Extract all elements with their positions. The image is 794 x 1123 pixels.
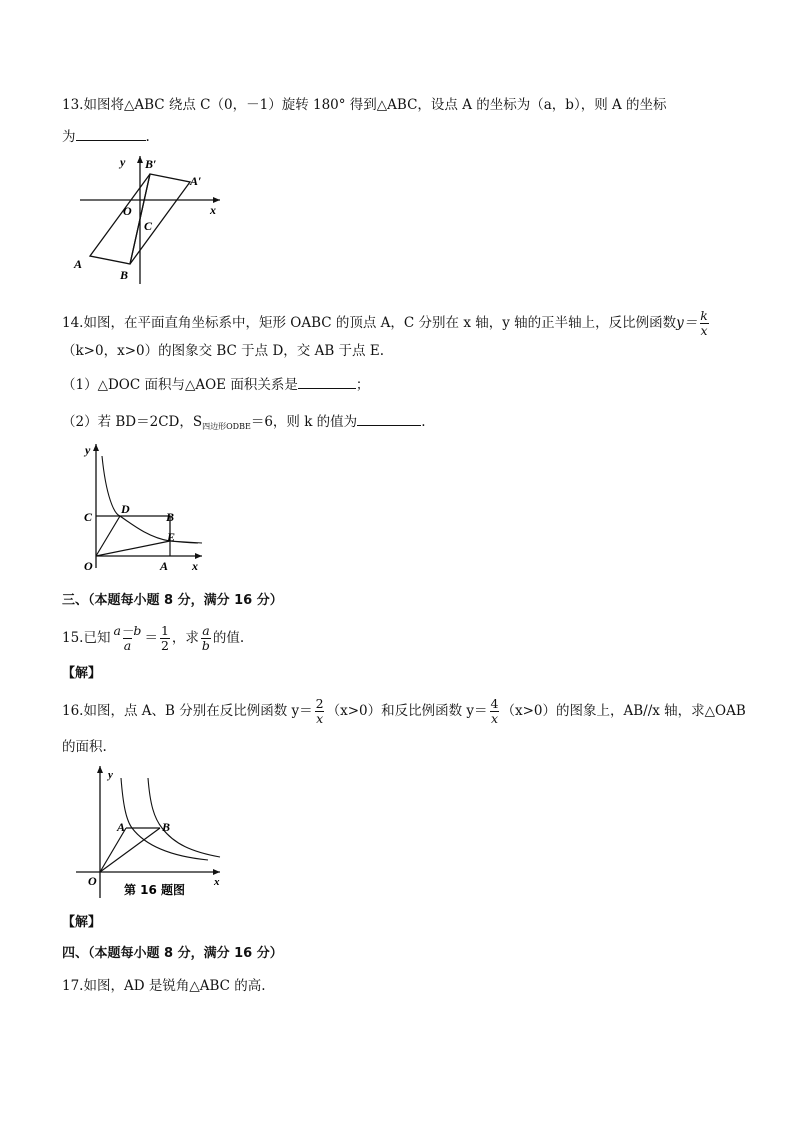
q14-label-e: E — [167, 530, 176, 544]
q16-f1-num: 2 — [315, 696, 324, 711]
q14-part2-sub: 四边形ODBE — [202, 422, 251, 431]
q16-f2-den: x — [490, 711, 499, 726]
q14-part2-mid: ＝6，则 k 的值为 — [250, 414, 358, 430]
q15-frac2-num: 1 — [160, 623, 169, 638]
q14-part2 — [62, 411, 425, 436]
q13-label-c: C — [144, 219, 153, 233]
q16-f2-num: 4 — [490, 696, 499, 711]
q14-func-fraction — [699, 309, 709, 338]
q13-label-x: x — [210, 203, 216, 217]
section3-title: 三、（本题每小题 8 分，满分 16 分） — [62, 593, 283, 608]
q14-label-y: y — [85, 443, 91, 457]
q16-line2: 的面积. — [62, 739, 107, 755]
q14-part1-end: ； — [355, 377, 370, 393]
q15-suffix: 的值. — [212, 630, 245, 646]
q15-frac1-den: a — [123, 638, 132, 653]
q15-prefix: 15.已知 — [62, 630, 111, 646]
q13-line2-suffix: . — [145, 129, 150, 145]
q13-line2-prefix: 为 — [62, 129, 76, 145]
q15-frac1-num: a－b — [113, 623, 142, 638]
q13-line2 — [62, 126, 150, 146]
q14-line1-text: 14.如图，在平面直角坐标系中，矩形 OABC 的顶点 A，C 分别在 x 轴，y 轴的正半轴上，反比例函数 — [62, 315, 677, 331]
q16-prefix: 16.如图，点 A、B 分别在反比例函数 y＝ — [62, 703, 313, 719]
section4-title: 四、（本题每小题 8 分，满分 16 分） — [62, 946, 283, 961]
q16-label-x: x — [214, 876, 220, 888]
q14-line2: （k>0，x>0）的图象交 BC 于点 D，交 AB 于点 E. — [62, 343, 384, 359]
q16-label-o: O — [88, 874, 97, 888]
q16-label-b: B — [162, 820, 171, 834]
q13-label-b: B — [120, 268, 129, 282]
q14-label-a: A — [160, 559, 169, 573]
q14-label-b: B — [166, 510, 175, 524]
q14-label-o: O — [84, 559, 93, 573]
q14-label-x: x — [192, 559, 198, 573]
q13-answer-blank[interactable] — [76, 126, 146, 141]
q15-frac3-den: b — [201, 638, 210, 653]
q16-figure — [68, 764, 228, 902]
q15-mid: ，求 — [171, 630, 199, 646]
q16-f1-den: x — [316, 711, 324, 726]
q13-label-a: A — [74, 257, 83, 271]
q16-caption: 第 16 题图 — [124, 883, 186, 897]
q14-func-y: y＝ — [676, 315, 698, 331]
q15-frac3 — [201, 624, 211, 653]
q15-solution-label: 【解】 — [62, 666, 102, 681]
q14-label-d: D — [121, 502, 130, 516]
q15-eq: ＝ — [144, 630, 158, 646]
q15-frac2 — [160, 624, 170, 653]
q14-part2-prefix: （2）若 BD＝2CD，S — [62, 414, 203, 430]
q13-label-o: O — [123, 204, 132, 218]
q14-line1 — [62, 306, 711, 340]
q16-line1 — [62, 693, 746, 729]
q16-mid2: （x>0）的图象上，AB//x 轴，求△OAB — [501, 703, 746, 719]
q16-solution-label: 【解】 — [62, 915, 102, 930]
q15-frac2-den: 2 — [160, 638, 169, 653]
q16-f2 — [490, 697, 500, 726]
q15-line — [62, 620, 244, 656]
q14-figure — [80, 440, 230, 575]
q16-label-a: A — [117, 820, 126, 834]
q13-line1: 13.如图将△ABC 绕点 C（0，－1）旋转 180° 得到△ABC，设点 A 的坐标为（a，b），则 A 的坐标 — [62, 97, 667, 113]
q16-f1 — [315, 697, 325, 726]
q16-label-y: y — [108, 769, 113, 781]
q13-label-aprime: A′ — [190, 174, 202, 188]
q14-part1-blank[interactable] — [298, 374, 356, 389]
q15-frac1 — [112, 624, 142, 653]
q13-figure — [68, 152, 228, 287]
q14-func-num: k — [700, 308, 708, 323]
q14-label-c: C — [84, 510, 93, 524]
q13-label-y: y — [120, 155, 126, 169]
q17-text: 17.如图，AD 是锐角△ABC 的高. — [62, 978, 266, 994]
q14-part1 — [62, 374, 369, 394]
q15-frac3-num: a — [202, 623, 210, 638]
q14-part2-blank[interactable] — [357, 411, 421, 426]
q14-part1-text: （1）△DOC 面积与△AOE 面积关系是 — [62, 377, 298, 393]
q14-part2-end: . — [421, 414, 426, 430]
q13-label-bprime: B′ — [145, 157, 157, 171]
q14-func-den: x — [700, 323, 708, 338]
q16-mid1: （x>0）和反比例函数 y＝ — [326, 703, 488, 719]
